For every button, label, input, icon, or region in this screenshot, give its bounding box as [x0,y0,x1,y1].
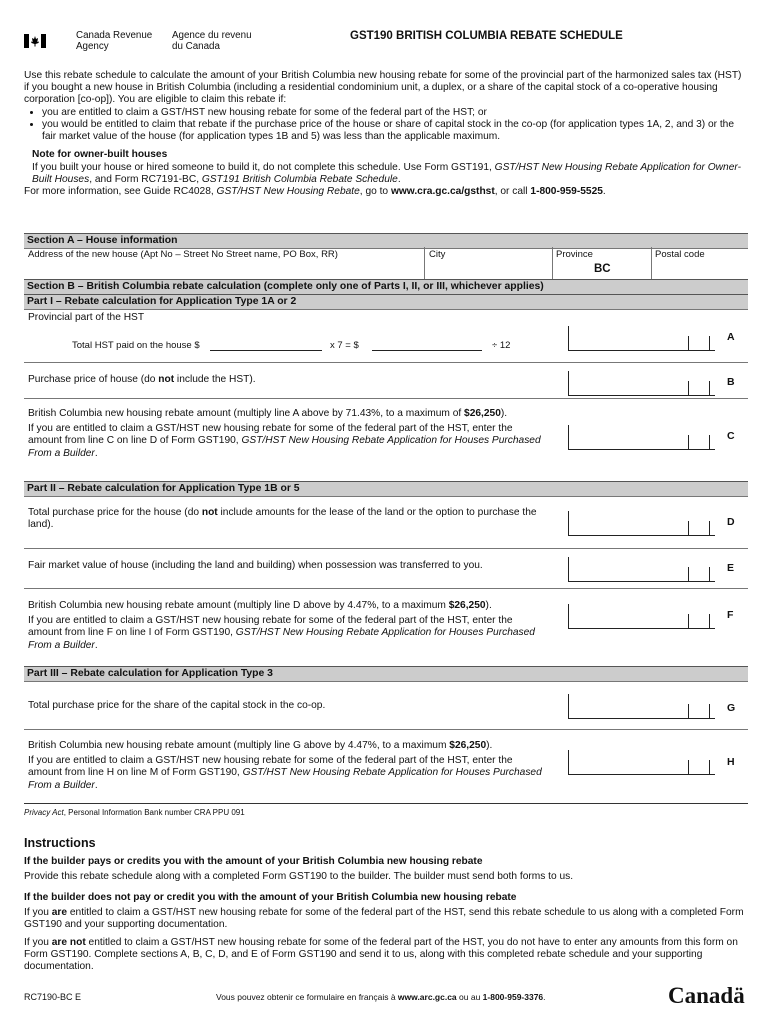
eligibility-bullet-1: • you are entitled to claim a GST/HST new housing rebate for some of the federal part of the HST; or [42,107,748,119]
line-g-box[interactable] [568,694,715,719]
intro-paragraph: Use this rebate schedule to calculate the amount of your British Columbia new housing rebate for some of the provincial part of the harmonized sales tax (HST) if you bought a new house in British Columbia (including a residential condominium unit, a duplex, or a share of the capital stock of a co-operative housing corporation [co-op]). You are eligible to claim this rebate if: [24,70,742,106]
line-b-label: Purchase price of house (do not include the HST). [28,374,256,385]
more-info: For more information, see Guide RC4028, GST/HST New Housing Rebate, go to www.cra.gc.ca/gsthst, or call 1-800-959-5525. [24,186,606,198]
line-g-label: Total purchase price for the share of the capital stock in the co-op. [28,700,326,711]
part-1-header: Part I – Rebate calculation for Application Type 1A or 2 [24,294,748,310]
times-7-field[interactable] [372,350,482,351]
part-3-header: Part III – Rebate calculation for Application Type 3 [24,666,748,682]
total-hst-label: Total HST paid on the house $ [72,340,200,351]
province-value: BC [594,263,611,275]
postal-code-label: Postal code [655,249,705,260]
line-f-text: British Columbia new housing rebate amount (multiply line D above by 4.47%, to a maximum $26,250). If you are entitled to claim a GST/HST new housing rebate for some of the federal part of the HST, enter the amount from line F on line I of Form GST190, GST/HST New Housing Rebate Application for Houses Purchased From a Builder. [28,600,535,651]
cra-link[interactable]: www.cra.gc.ca/gsthst [390,186,495,198]
times-7-label: x 7 = $ [330,340,359,351]
line-a-letter: A [727,331,735,343]
line-h-letter: H [727,756,735,768]
instructions-subhead-1: If the builder pays or credits you with the amount of your British Columbia new housing rebate [24,856,483,867]
line-g-letter: G [727,702,736,714]
part-2-header: Part II – Rebate calculation for Application Type 1B or 5 [24,481,748,497]
privacy-note: Privacy Act, Personal Information Bank number CRA PPU 091 [24,808,245,817]
eligibility-bullet-2: • you would be entitled to claim that rebate if the purchase price of the house or share of capital stock in the co-op (for application types 1A, 2, and 3) or the fair market value of the house (for application types 1B and 5) was less than the applicable maximum. [42,119,748,143]
address-label: Address of the new house (Apt No – Street No Street name, PO Box, RR) [28,249,338,260]
line-e-letter: E [727,562,735,574]
instructions-subhead-2: If the builder does not pay or credit you with the amount of your British Columbia new housing rebate [24,892,517,903]
form-title: GST190 BRITISH COLUMBIA REBATE SCHEDULE [350,30,623,42]
line-h-box[interactable] [568,750,715,775]
instructions-para-2: If you are entitled to claim a GST/HST new housing rebate for some of the federal part of the HST, send this rebate schedule to us along with a completed Form GST190 and your supporting documentation. [24,907,744,931]
intro-section [24,70,748,198]
canada-wordmark: Canadä [668,983,745,1008]
note-title: Note for owner-built houses [32,149,168,161]
form-id: RC7190-BC E [24,992,82,1002]
canada-flag-icon [24,34,46,48]
line-b-letter: B [727,376,735,388]
line-h-text: British Columbia new housing rebate amount (multiply line G above by 4.47%, to a maximum $26,250). If you are entitled to claim a GST/HST new housing rebate for some of the federal part of the HST, enter the amount from line H on line M of Form GST190, GST/HST New Housing Rebate Application for Houses Purchased From a Builder. [28,740,542,791]
french-availability: Vous pouvez obtenir ce formulaire en français à www.arc.gc.ca ou au 1-800-959-3376. [216,992,546,1002]
line-b-box[interactable] [568,371,715,396]
line-c-text: British Columbia new housing rebate amount (multiply line A above by 71.43%, to a maximum of $26,250). If you are entitled to claim a GST/HST new housing rebate for some of the federal part of the HST, enter the amount from line C on line D of Form GST190, GST/HST New Housing Rebate Application for Houses Purchased From a Builder. [28,408,541,459]
line-a-box[interactable] [568,326,715,351]
line-f-letter: F [727,609,734,621]
city-label: City [429,249,446,260]
provincial-part-label: Provincial part of the HST [28,312,145,323]
line-d-letter: D [727,516,735,528]
line-d-label: Total purchase price for the house (do not include amounts for the lease of the land or the option to purchase the land). [28,507,537,531]
province-label: Province [556,249,593,260]
section-a-header: Section A – House information [24,233,748,249]
instructions-heading: Instructions [24,836,96,850]
divide-12-label: ÷ 12 [492,340,511,351]
agency-name-en: Canada Revenue Agency [76,30,153,53]
agency-name-fr: Agence du revenu du Canada [172,30,252,53]
cra-phone: 1-800-959-5525 [530,186,603,198]
section-b-header: Section B – British Columbia rebate calculation (complete only one of Parts I, II, or III, whichever applies) [24,279,748,295]
owner-built-note: Note for owner-built houses If you built your house or hired someone to build it, do not complete this schedule. Use Form GST191, GST/HST New Housing Rebate Application for Owner-Built Houses, and Form RC7191-BC, GST191 British Columbia Rebate Schedule. [24,149,748,186]
total-hst-field[interactable] [210,350,322,351]
line-f-box[interactable] [568,604,715,629]
instructions-para-1: Provide this rebate schedule along with a completed Form GST190 to the builder. The builder must send both forms to us. [24,871,574,882]
instructions-para-3: If you are not entitled to claim a GST/HST new housing rebate for some of the federal part of the HST, you do not have to enter any amounts from this form on Form GST190. Complete sections A, B, C, D, and E of Form GST190 and send it to us, along with this completed rebate schedule and your supporting documentation. [24,937,738,973]
line-c-box[interactable] [568,425,715,450]
line-e-box[interactable] [568,557,715,582]
line-d-box[interactable] [568,511,715,536]
line-c-letter: C [727,430,735,442]
line-e-label: Fair market value of house (including the land and building) when possession was transferred to you. [28,560,483,571]
